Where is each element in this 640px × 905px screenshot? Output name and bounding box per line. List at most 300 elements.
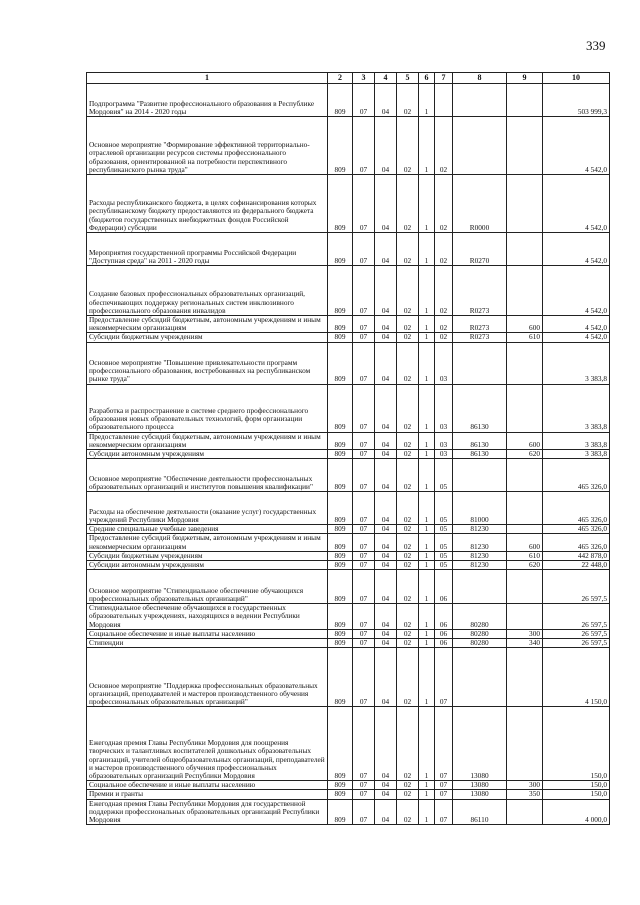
event-code-cell: 05 [435,561,453,570]
subprogram-code-cell: 1 [419,707,435,781]
direction-code-cell: 13080 [453,707,507,781]
subprogram-code-cell: 1 [419,525,435,534]
subsection-code-cell: 04 [375,604,397,630]
direction-code-cell [453,117,507,175]
event-code-cell: 07 [435,790,453,799]
direction-code-cell: R0273 [453,333,507,342]
amount-cell: 4 542,0 [543,175,610,233]
column-header-4: 4 [375,73,397,84]
subsection-code-cell: 04 [375,384,397,432]
subprogram-code-cell: 1 [419,333,435,342]
amount-cell: 150,0 [543,790,610,799]
subsection-code-cell: 04 [375,450,397,459]
page-number: 339 [586,38,606,53]
program-code-cell: 02 [397,450,419,459]
subsection-code-cell: 04 [375,639,397,648]
row-name-cell: Мероприятия государственной программы Российской Федерации "Доступная среда" на 2011 - 2020 годы [87,233,328,266]
row-name-cell: Создание базовых профессиональных образовательных организаций, обеспечивающих поддержку региональных систем инклюзивного профессионального образования инвалидов [87,266,328,316]
subprogram-code-cell: 1 [419,175,435,233]
subsection-code-cell: 04 [375,492,397,525]
expense-type-code-cell [507,525,543,534]
row-name-cell: Социальное обеспечение и иные выплаты населению [87,629,328,638]
event-code-cell: 06 [435,629,453,638]
expense-type-code-cell: 610 [507,333,543,342]
ministry-code-cell: 809 [328,459,353,492]
section-code-cell: 07 [353,342,375,384]
program-code-cell: 02 [397,551,419,560]
row-name-cell: Субсидии бюджетным учреждениям [87,333,328,342]
table-body [87,84,610,825]
subsection-code-cell: 04 [375,570,397,604]
section-code-cell: 07 [353,561,375,570]
amount-cell: 26 597,5 [543,629,610,638]
event-code-cell: 07 [435,707,453,781]
program-code-cell: 02 [397,432,419,449]
subprogram-code-cell: 1 [419,266,435,316]
table-row [87,707,610,781]
expense-type-code-cell [507,648,543,707]
expense-type-code-cell [507,117,543,175]
row-name-cell: Предоставление субсидий бюджетным, автономным учреждениям и иным некоммерческим организациям [87,534,328,551]
program-code-cell: 02 [397,117,419,175]
subprogram-code-cell: 1 [419,604,435,630]
event-code-cell: 07 [435,781,453,790]
amount-cell: 26 597,5 [543,639,610,648]
subprogram-code-cell: 1 [419,459,435,492]
program-code-cell: 02 [397,570,419,604]
subprogram-code-cell: 1 [419,781,435,790]
direction-code-cell: 81230 [453,534,507,551]
expense-type-code-cell [507,459,543,492]
subsection-code-cell: 04 [375,333,397,342]
section-code-cell: 07 [353,707,375,781]
amount-cell: 465 326,0 [543,534,610,551]
row-name-cell: Социальное обеспечение и иные выплаты населению [87,781,328,790]
ministry-code-cell: 809 [328,384,353,432]
column-header-10: 10 [543,73,610,84]
amount-cell: 4 542,0 [543,117,610,175]
direction-code-cell: R0270 [453,233,507,266]
ministry-code-cell: 809 [328,570,353,604]
row-name-cell: Субсидии бюджетным учреждениям [87,551,328,560]
direction-code-cell: 81230 [453,551,507,560]
amount-cell: 4 150,0 [543,648,610,707]
subprogram-code-cell: 1 [419,790,435,799]
subprogram-code-cell: 1 [419,551,435,560]
ministry-code-cell: 809 [328,316,353,333]
table-row [87,604,610,630]
event-code-cell: 03 [435,450,453,459]
expense-type-code-cell [507,570,543,604]
budget-table [86,72,610,825]
table-row [87,84,610,117]
table-row [87,175,610,233]
table-row [87,316,610,333]
event-code-cell: 05 [435,525,453,534]
ministry-code-cell: 809 [328,781,353,790]
ministry-code-cell: 809 [328,432,353,449]
program-code-cell: 02 [397,492,419,525]
table-row [87,561,610,570]
event-code-cell: 02 [435,266,453,316]
event-code-cell: 02 [435,316,453,333]
direction-code-cell: 86130 [453,450,507,459]
column-header-3: 3 [353,73,375,84]
ministry-code-cell: 809 [328,342,353,384]
program-code-cell: 02 [397,384,419,432]
event-code-cell: 06 [435,639,453,648]
subprogram-code-cell: 1 [419,492,435,525]
row-name-cell: Основное мероприятие "Поддержка профессиональных образовательных организаций, преподавателей и мастеров производственного обучения профессиональных образовательных организаций" [87,648,328,707]
ministry-code-cell: 809 [328,707,353,781]
subsection-code-cell: 04 [375,432,397,449]
expense-type-code-cell [507,342,543,384]
direction-code-cell: R0273 [453,266,507,316]
amount-cell: 22 448,0 [543,561,610,570]
table-row [87,570,610,604]
table-row [87,639,610,648]
table-row [87,266,610,316]
column-header-5: 5 [397,73,419,84]
ministry-code-cell: 809 [328,450,353,459]
section-code-cell: 07 [353,233,375,266]
subprogram-code-cell: 1 [419,316,435,333]
expense-type-code-cell [507,492,543,525]
row-name-cell: Предоставление субсидий бюджетным, автономным учреждениям и иным некоммерческим организациям [87,432,328,449]
expense-type-code-cell: 620 [507,561,543,570]
subsection-code-cell: 04 [375,799,397,825]
subprogram-code-cell: 1 [419,534,435,551]
ministry-code-cell: 809 [328,551,353,560]
section-code-cell: 07 [353,266,375,316]
table-row [87,525,610,534]
event-code-cell: 07 [435,799,453,825]
direction-code-cell: 86130 [453,384,507,432]
table-row [87,790,610,799]
program-code-cell: 02 [397,629,419,638]
program-code-cell: 02 [397,534,419,551]
subsection-code-cell: 04 [375,790,397,799]
expense-type-code-cell [507,266,543,316]
section-code-cell: 07 [353,316,375,333]
subprogram-code-cell: 1 [419,233,435,266]
subprogram-code-cell: 1 [419,384,435,432]
program-code-cell: 02 [397,333,419,342]
program-code-cell: 02 [397,84,419,117]
expense-type-code-cell: 300 [507,781,543,790]
expense-type-code-cell: 300 [507,629,543,638]
subsection-code-cell: 04 [375,175,397,233]
subsection-code-cell: 04 [375,266,397,316]
row-name-cell: Расходы на обеспечение деятельности (оказание услуг) государственных учреждений Республики Мордовия [87,492,328,525]
expense-type-code-cell [507,384,543,432]
section-code-cell: 07 [353,384,375,432]
table-row [87,450,610,459]
row-name-cell: Стипендии [87,639,328,648]
section-code-cell: 07 [353,333,375,342]
amount-cell: 465 326,0 [543,525,610,534]
direction-code-cell: 81230 [453,561,507,570]
program-code-cell: 02 [397,266,419,316]
direction-code-cell [453,84,507,117]
table-row [87,342,610,384]
section-code-cell: 07 [353,84,375,117]
subprogram-code-cell: 1 [419,342,435,384]
section-code-cell: 07 [353,534,375,551]
expense-type-code-cell [507,707,543,781]
ministry-code-cell: 809 [328,117,353,175]
section-code-cell: 07 [353,459,375,492]
section-code-cell: 07 [353,525,375,534]
section-code-cell: 07 [353,629,375,638]
section-code-cell: 07 [353,604,375,630]
subsection-code-cell: 04 [375,316,397,333]
ministry-code-cell: 809 [328,534,353,551]
table-row [87,629,610,638]
direction-code-cell [453,648,507,707]
event-code-cell: 05 [435,459,453,492]
direction-code-cell [453,459,507,492]
section-code-cell: 07 [353,117,375,175]
event-code-cell [435,84,453,117]
ministry-code-cell: 809 [328,790,353,799]
expense-type-code-cell [507,84,543,117]
row-name-cell: Ежегодная премия Главы Республики Мордовия для государственной поддержки профессиональных образовательных организаций Республики Мордовия [87,799,328,825]
subsection-code-cell: 04 [375,459,397,492]
subsection-code-cell: 04 [375,629,397,638]
ministry-code-cell: 809 [328,233,353,266]
section-code-cell: 07 [353,639,375,648]
program-code-cell: 02 [397,799,419,825]
section-code-cell: 07 [353,570,375,604]
subsection-code-cell: 04 [375,233,397,266]
direction-code-cell: 81230 [453,525,507,534]
table-row [87,648,610,707]
ministry-code-cell: 809 [328,175,353,233]
row-name-cell: Субсидии автономным учреждениям [87,450,328,459]
direction-code-cell: 80280 [453,639,507,648]
table-row [87,799,610,825]
row-name-cell: Средние специальные учебные заведения [87,525,328,534]
subprogram-code-cell: 1 [419,117,435,175]
table-row [87,117,610,175]
ministry-code-cell: 809 [328,639,353,648]
column-header-9: 9 [507,73,543,84]
program-code-cell: 02 [397,604,419,630]
expense-type-code-cell [507,175,543,233]
direction-code-cell: 81000 [453,492,507,525]
amount-cell: 3 383,8 [543,384,610,432]
subsection-code-cell: 04 [375,781,397,790]
subsection-code-cell: 04 [375,561,397,570]
expense-type-code-cell [507,799,543,825]
event-code-cell: 06 [435,570,453,604]
subsection-code-cell: 04 [375,534,397,551]
amount-cell: 26 597,5 [543,570,610,604]
ministry-code-cell: 809 [328,648,353,707]
program-code-cell: 02 [397,639,419,648]
row-name-cell: Премии и гранты [87,790,328,799]
section-code-cell: 07 [353,175,375,233]
ministry-code-cell: 809 [328,84,353,117]
amount-cell: 3 383,8 [543,432,610,449]
subsection-code-cell: 04 [375,84,397,117]
program-code-cell: 02 [397,781,419,790]
expense-type-code-cell: 610 [507,551,543,560]
table-row [87,432,610,449]
expense-type-code-cell: 620 [507,450,543,459]
amount-cell: 4 542,0 [543,266,610,316]
program-code-cell: 02 [397,707,419,781]
ministry-code-cell: 809 [328,492,353,525]
subsection-code-cell: 04 [375,525,397,534]
ministry-code-cell: 809 [328,799,353,825]
ministry-code-cell: 809 [328,629,353,638]
program-code-cell: 02 [397,316,419,333]
amount-cell: 465 326,0 [543,492,610,525]
subprogram-code-cell: 1 [419,629,435,638]
event-code-cell: 02 [435,333,453,342]
subprogram-code-cell: 1 [419,639,435,648]
direction-code-cell: 86130 [453,432,507,449]
expense-type-code-cell: 340 [507,639,543,648]
row-name-cell: Ежегодная премия Главы Республики Мордовия для поощрения творческих и талантливых воспитателей дошкольных образовательных организаций, учителей общеобразовательных организаций, преподавателей и мастеров производственного обучения профессиональных образовательных организаций Республики Мордовия [87,707,328,781]
subprogram-code-cell: 1 [419,450,435,459]
section-code-cell: 07 [353,799,375,825]
program-code-cell: 02 [397,342,419,384]
row-name-cell: Разработка и распространение в системе среднего профессионального образования новых образовательных технологий, форм организации образовательного процесса [87,384,328,432]
section-code-cell: 07 [353,432,375,449]
subsection-code-cell: 04 [375,117,397,175]
direction-code-cell: 80280 [453,604,507,630]
program-code-cell: 02 [397,233,419,266]
table-row [87,333,610,342]
amount-cell: 442 878,0 [543,551,610,560]
table-row [87,233,610,266]
direction-code-cell [453,342,507,384]
subsection-code-cell: 04 [375,551,397,560]
program-code-cell: 02 [397,648,419,707]
section-code-cell: 07 [353,648,375,707]
subprogram-code-cell: 1 [419,799,435,825]
ministry-code-cell: 809 [328,604,353,630]
event-code-cell: 06 [435,604,453,630]
section-code-cell: 07 [353,492,375,525]
row-name-cell: Основное мероприятие "Обеспечение деятельности профессиональных образовательных организаций и институтов повышения квалификации" [87,459,328,492]
amount-cell: 150,0 [543,781,610,790]
event-code-cell: 03 [435,384,453,432]
ministry-code-cell: 809 [328,561,353,570]
section-code-cell: 07 [353,790,375,799]
row-name-cell: Основное мероприятие "Формирование эффективной территориально-отраслевой организации ресурсов системы профессионального образования, ориентированной на потребности перспективного республиканского рынка труда" [87,117,328,175]
event-code-cell: 02 [435,233,453,266]
amount-cell: 503 999,3 [543,84,610,117]
row-name-cell: Предоставление субсидий бюджетным, автономным учреждениям и иным некоммерческим организациям [87,316,328,333]
event-code-cell: 02 [435,117,453,175]
section-code-cell: 07 [353,551,375,560]
amount-cell: 26 597,5 [543,604,610,630]
row-name-cell: Основное мероприятие "Стипендиальное обеспечение обучающихся профессиональных образовательных организаций" [87,570,328,604]
subsection-code-cell: 04 [375,342,397,384]
program-code-cell: 02 [397,525,419,534]
ministry-code-cell: 809 [328,525,353,534]
subprogram-code-cell: 1 [419,84,435,117]
table-row [87,384,610,432]
expense-type-code-cell: 350 [507,790,543,799]
expense-type-code-cell [507,604,543,630]
amount-cell: 150,0 [543,707,610,781]
event-code-cell: 05 [435,492,453,525]
row-name-cell: Подпрограмма "Развитие профессионального образования в Республике Мордовия" на 2014 - 2020 годы [87,84,328,117]
ministry-code-cell: 809 [328,266,353,316]
amount-cell: 4 542,0 [543,316,610,333]
expense-type-code-cell: 600 [507,534,543,551]
amount-cell: 4 542,0 [543,333,610,342]
event-code-cell: 05 [435,551,453,560]
direction-code-cell: 80280 [453,629,507,638]
table-row [87,534,610,551]
amount-cell: 3 383,8 [543,342,610,384]
subprogram-code-cell: 1 [419,432,435,449]
column-header-6: 6 [419,73,435,84]
expense-type-code-cell: 600 [507,316,543,333]
table-row [87,551,610,560]
ministry-code-cell: 809 [328,333,353,342]
program-code-cell: 02 [397,459,419,492]
event-code-cell: 03 [435,342,453,384]
direction-code-cell [453,570,507,604]
row-name-cell: Основное мероприятие "Повышение привлекательности программ профессионального образования, востребованных на республиканском рынке труда" [87,342,328,384]
section-code-cell: 07 [353,781,375,790]
event-code-cell: 03 [435,432,453,449]
column-header-7: 7 [435,73,453,84]
amount-cell: 4 000,0 [543,799,610,825]
row-name-cell: Стипендиальное обеспечение обучающихся в государственных образовательных учреждениях, находящихся в ведении Республики Мордовия [87,604,328,630]
amount-cell: 465 326,0 [543,459,610,492]
program-code-cell: 02 [397,790,419,799]
event-code-cell: 02 [435,175,453,233]
column-header-8: 8 [453,73,507,84]
amount-cell: 4 542,0 [543,233,610,266]
row-name-cell: Субсидии автономным учреждениям [87,561,328,570]
direction-code-cell: 13080 [453,781,507,790]
direction-code-cell: 13080 [453,790,507,799]
direction-code-cell: 86110 [453,799,507,825]
table-row [87,492,610,525]
subprogram-code-cell: 1 [419,648,435,707]
table-row [87,459,610,492]
expense-type-code-cell: 600 [507,432,543,449]
event-code-cell: 05 [435,534,453,551]
column-header-1: 1 [87,73,328,84]
subsection-code-cell: 04 [375,707,397,781]
header-row [87,73,610,84]
program-code-cell: 02 [397,561,419,570]
subprogram-code-cell: 1 [419,561,435,570]
column-header-2: 2 [328,73,353,84]
direction-code-cell: R0000 [453,175,507,233]
subsection-code-cell: 04 [375,648,397,707]
amount-cell: 3 383,8 [543,450,610,459]
subprogram-code-cell: 1 [419,570,435,604]
expense-type-code-cell [507,233,543,266]
table-row [87,781,610,790]
row-name-cell: Расходы республиканского бюджета, в целях софинансирования которых республиканскому бюджету предоставляются из федерального бюджета (бюджетов государственных внебюджетных фондов Российской Федерации) субсидии [87,175,328,233]
program-code-cell: 02 [397,175,419,233]
section-code-cell: 07 [353,450,375,459]
event-code-cell: 07 [435,648,453,707]
direction-code-cell: R0273 [453,316,507,333]
